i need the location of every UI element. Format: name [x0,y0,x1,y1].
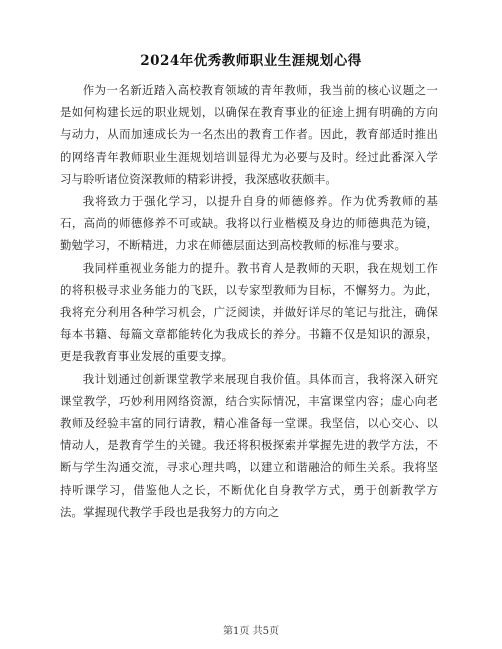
page-footer: 第1页 共5页 [223,626,279,637]
paragraph-3: 我同样重视业务能力的提升。教书育人是教师的天职，我在规划工作的将积极寻求业务能力的飞跃，以专家型教师为目标，不懈努力。为此，我将充分利用各种学习机会，广泛阅读，并做好详尽的笔记与批注，确保每本书籍、每篇文章都能转化为我成长的养分。书籍不仅是知识的源泉，更是我教育事业发展的重要支撑。 [60,260,438,364]
document-body [60,79,438,523]
paragraph-1: 作为一名新近踏入高校教育领域的青年教师，我当前的核心议题之一是如何构建长远的职业规划，以确保在教育事业的征途上拥有明确的方向与动力，从而加速成长为一名杰出的教育工作者。因此，教育部适时推出的网络青年教师职业生涯规划培训显得尤为必要与及时。经过此番深入学习与聆听诸位资深教师的精彩讲授，我深感收获颇丰。 [60,83,438,186]
document-title: 2024年优秀教师职业生涯规划心得 [140,53,362,69]
paragraph-4: 我计划通过创新课堂教学来展现自我价值。具体而言，我将深入研究课堂教学，巧妙利用网络资源，结合实际情况，丰富课堂内容；虚心向老教师及经验丰富的同行请教，精心准备每一堂课。我坚信，以心交心、以情动人，是教育学生的关键。我还将积极探索并掌握先进的教学方法，不断与学生沟通交流，寻求心理共鸣，以建立和谐融洽的师生关系。我将坚持听课学习，借鉴他人之长，不断优化自身教学方式，勇于创新教学方法。掌握现代教学手段也是我努力的方向之 [60,371,438,519]
paragraph-2: 我将致力于强化学习，以提升自身的师德修养。作为优秀教师的基石，高尚的师德修养不可或缺。我将以行业楷模及身边的师德典范为镜，勤勉学习，不断精进，力求在师德层面达到高校教师的标准与要求。 [60,194,438,253]
